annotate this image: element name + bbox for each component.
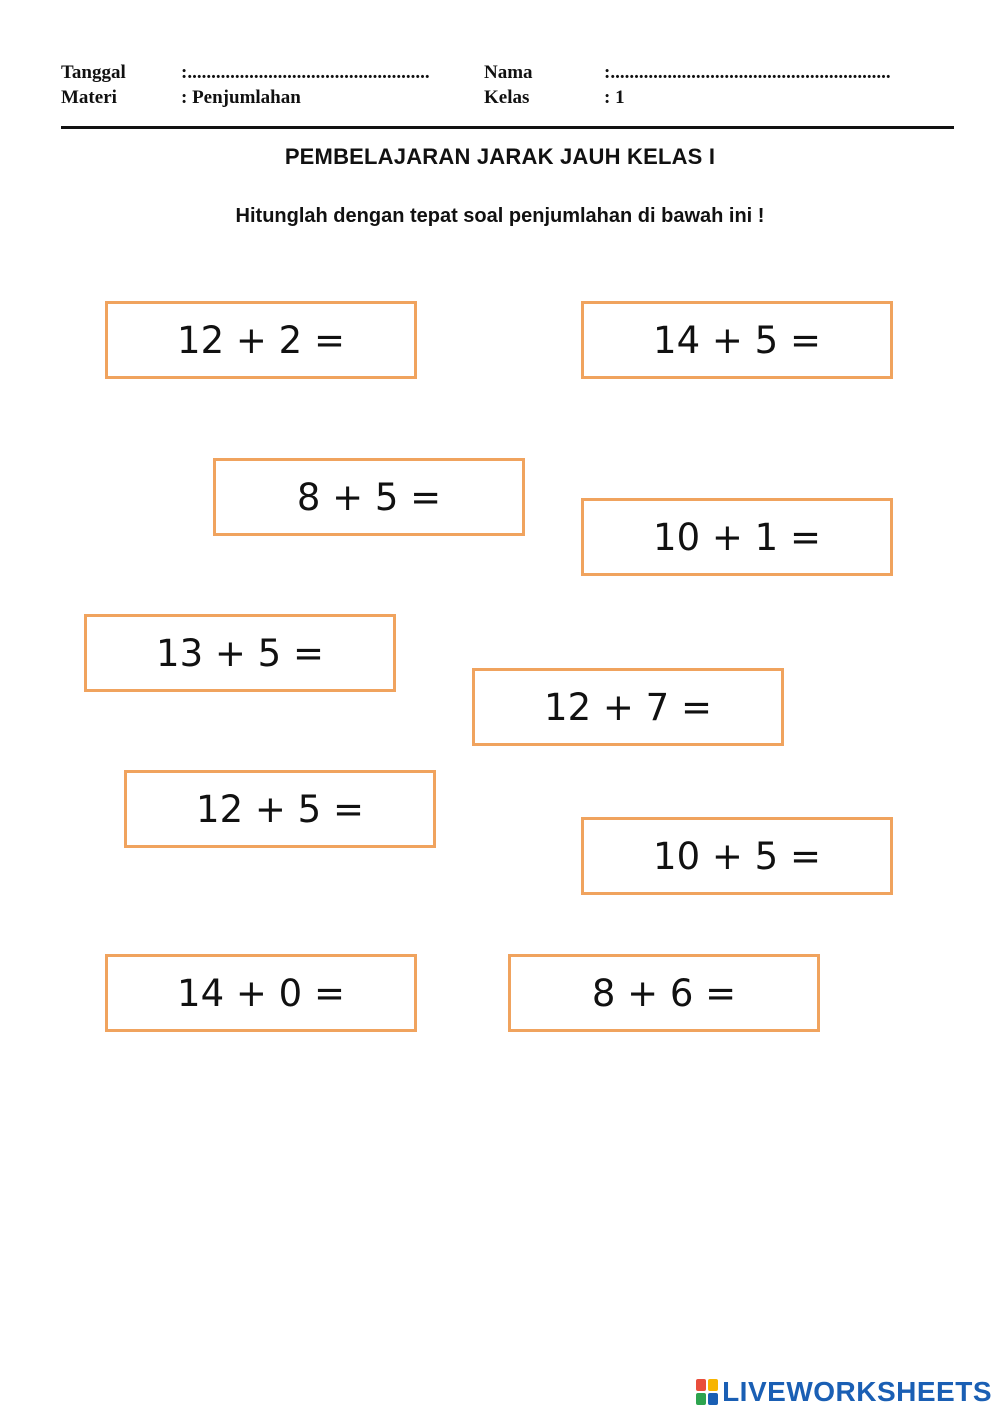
- logo-text: LIVEWORKSHEETS: [722, 1376, 992, 1407]
- question-box[interactable]: 12 + 5 =: [124, 770, 436, 848]
- page-title: PEMBELAJARAN JARAK JAUH KELAS I: [284, 144, 716, 169]
- header-kelas-value: : 1: [604, 87, 625, 108]
- question-box[interactable]: 12 + 7 =: [472, 668, 784, 746]
- question-box[interactable]: 13 + 5 =: [84, 614, 396, 692]
- liveworksheets-logo: [696, 1376, 992, 1408]
- header-materi-label: Materi: [61, 87, 117, 108]
- header-tanggal-label: Tanggal: [61, 62, 126, 83]
- question-box[interactable]: 14 + 5 =: [581, 301, 893, 379]
- question-box[interactable]: 14 + 0 =: [105, 954, 417, 1032]
- liveworksheets-logo-icon: [696, 1379, 718, 1405]
- question-box[interactable]: 10 + 5 =: [581, 817, 893, 895]
- instruction-text: Hitunglah dengan tepat soal penjumlahan di bawah ini !: [235, 205, 765, 227]
- question-box[interactable]: 10 + 1 =: [581, 498, 893, 576]
- header-kelas-label: Kelas: [484, 87, 530, 108]
- header-nama-label: Nama: [484, 62, 533, 83]
- header-materi-value: : Penjumlahan: [181, 87, 301, 108]
- question-box[interactable]: 8 + 5 =: [213, 458, 525, 536]
- question-box[interactable]: 8 + 6 =: [508, 954, 820, 1032]
- header-tanggal-value[interactable]: :...................................................: [181, 62, 430, 83]
- header-nama-value[interactable]: :...........................................................: [604, 62, 891, 83]
- header-divider: [61, 126, 954, 129]
- question-box[interactable]: 12 + 2 =: [105, 301, 417, 379]
